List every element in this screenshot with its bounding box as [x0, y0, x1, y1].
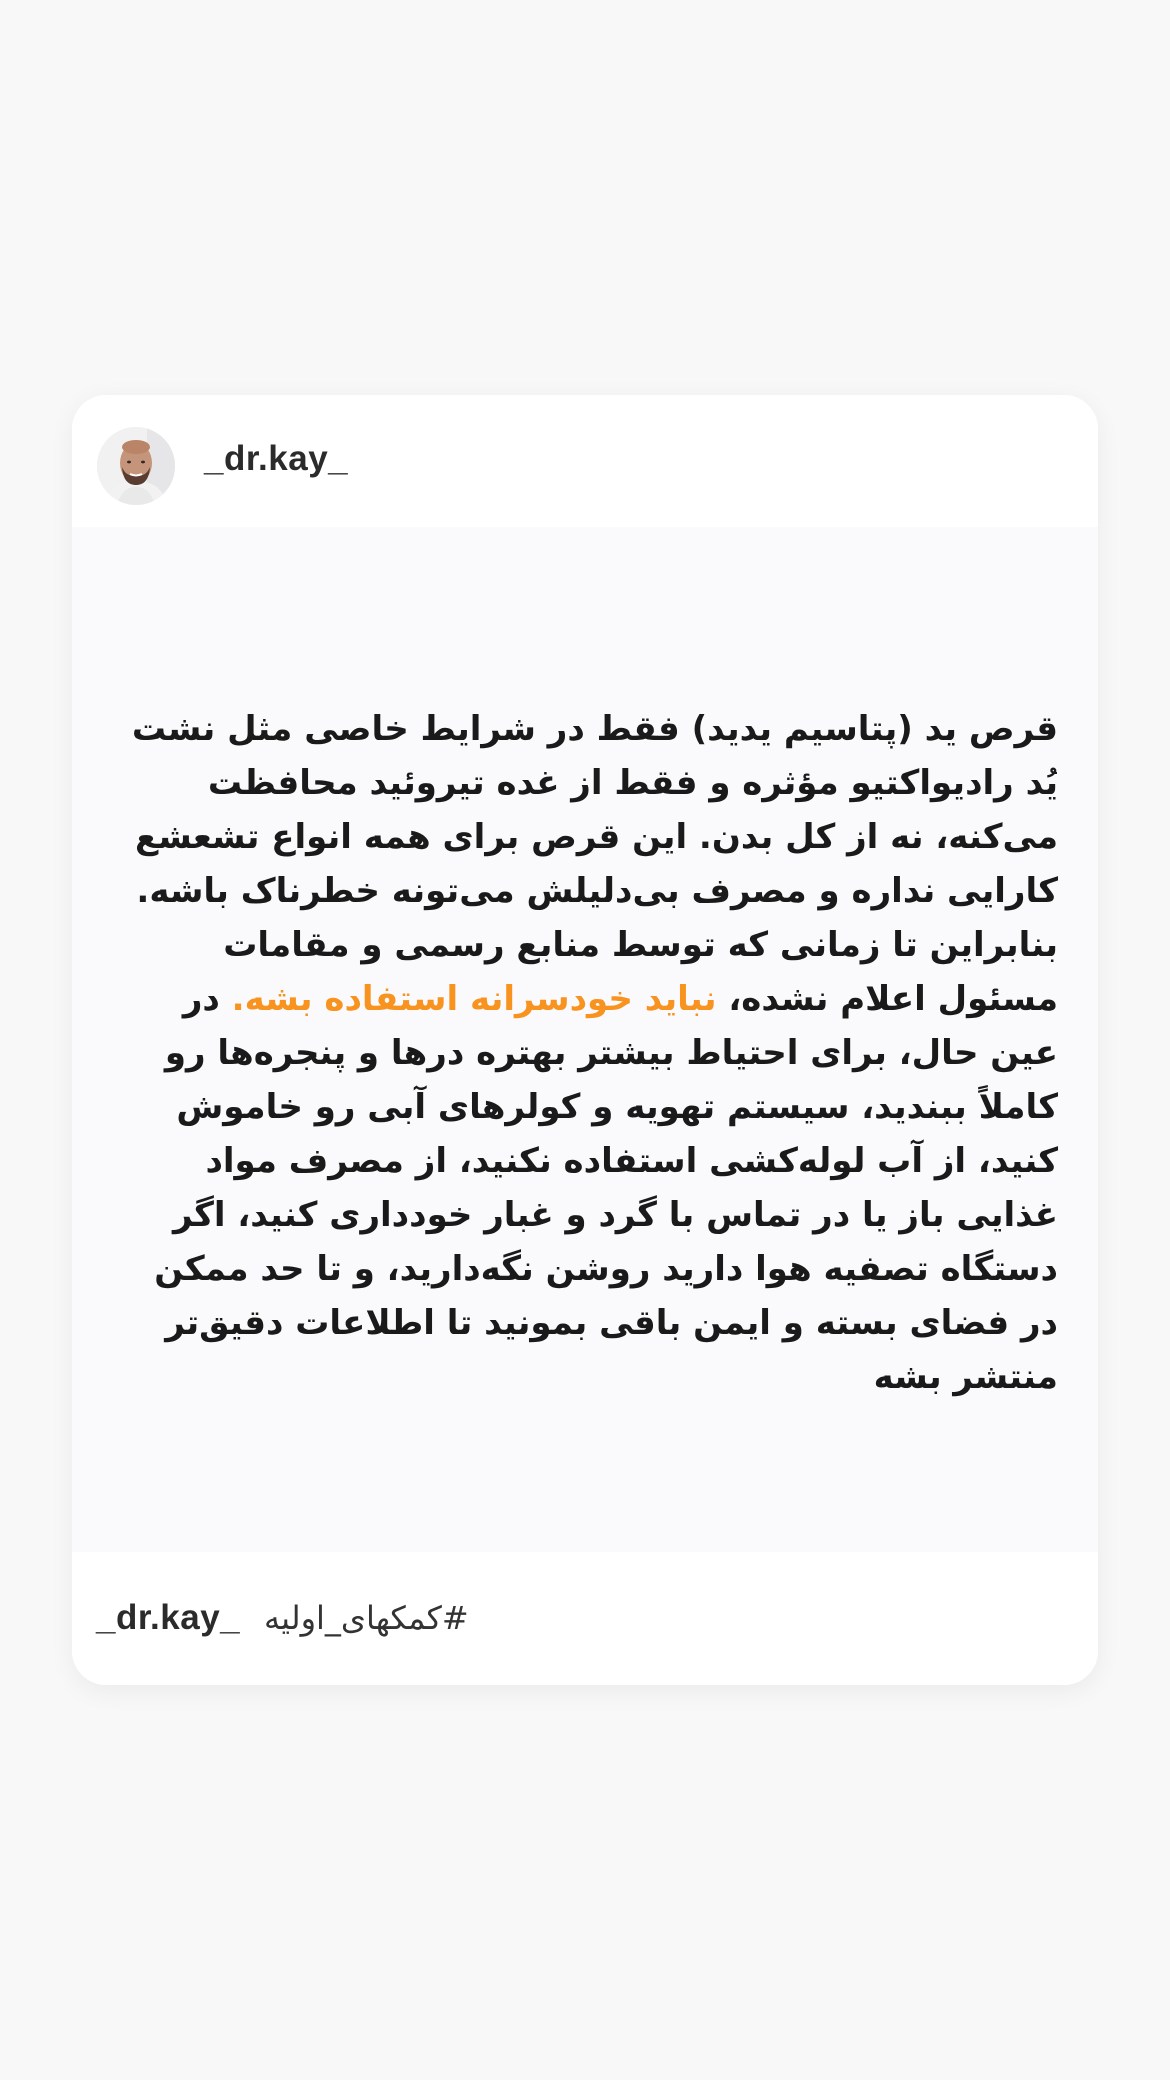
- post-text-part1: قرص ید (پتاسیم یدید) فقط در شرایط خاصی مثل نشت یُد رادیواکتیو مؤثره و فقط از غده تیروئید محافظت می‌کنه، نه از کل بدن. این قرص برای همه انواع تشعشع کارایی نداره و مصرف بی‌دلیلش می‌تونه خطرناک باشه. بنابراین تا زمانی که توسط منابع رسمی و مقامات مسئول اعلام نشده،: [131, 709, 1058, 1019]
- post-header: [72, 395, 1098, 527]
- avatar-photo-icon: [97, 427, 175, 505]
- post-footer: [72, 1552, 1098, 1685]
- post-card: [72, 395, 1098, 1685]
- hashtag[interactable]: #کمکهای_اولیه: [264, 1599, 469, 1637]
- avatar[interactable]: [97, 427, 175, 505]
- post-text-part2: در عین حال، برای احتیاط بیشتر بهتره درها و پنجره‌ها رو کاملاً ببندید، سیستم تهویه و کولرهای آبی رو خاموش کنید، از آب لوله‌کشی استفاده نکنید، از مصرف مواد غذایی باز یا در تماس با گرد و غبار خودداری کنید، اگر دستگاه تصفیه هوا دارید روشن نگه‌دارید، و تا حد ممکن در فضای بسته و ایمن باقی بمونید تا اطلاعات دقیق‌تر منتشر بشه: [154, 979, 1058, 1397]
- footer-username[interactable]: _dr.kay_: [96, 1598, 241, 1637]
- post-text: [122, 702, 1058, 1404]
- post-text-highlight: نباید خودسرانه استفاده بشه.: [231, 979, 717, 1019]
- post-content-area: [72, 527, 1098, 1552]
- post-username[interactable]: _dr.kay_: [204, 439, 349, 478]
